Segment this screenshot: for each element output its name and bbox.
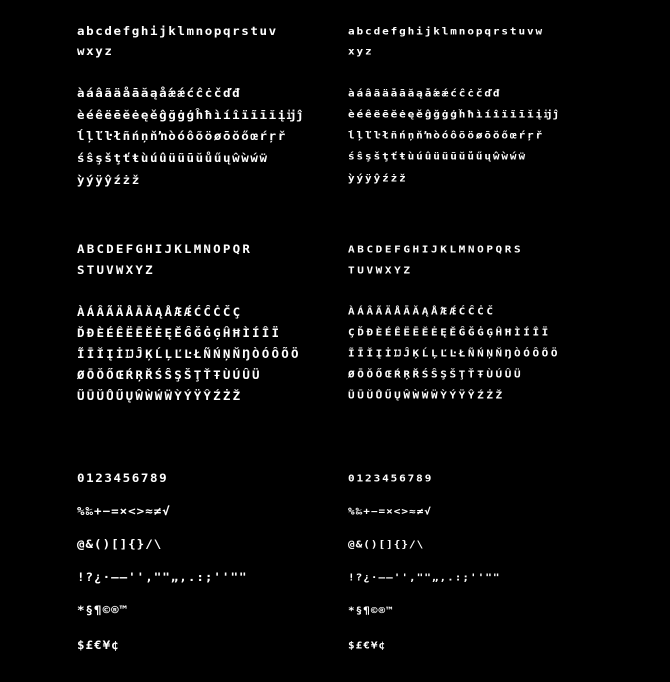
lowercase-row-2: xyz [348, 46, 374, 58]
uppercase-row-1: ABCDEFGHIJKLMNOPQR [77, 242, 253, 256]
uppercase-row-2: STUVWXYZ [77, 263, 155, 277]
lowercase-accented-row-1: àáâãäåāăąǻæǽćĉċčďđ [77, 86, 242, 100]
lowercase-accented-row-2: èéêëēĕėęěĝğġģĥħìíîïĩīĭįĳĵ [348, 109, 562, 121]
brackets-row: @&()[]{}/\ [348, 539, 425, 551]
uppercase-accented-row-1: ÀÁÂÃÄÅĀĂĄǺÆǼĆĈĊČ [348, 306, 496, 318]
signs-row: *§¶©®™ [348, 605, 394, 617]
math-row: %‰+−=×<>≈≠√ [77, 504, 171, 518]
uppercase-accented-row-4: ØŌŎŐŒŔŖŘŚŜŞŠŢŤŦÙÚÛÜ [348, 369, 524, 381]
lowercase-row-1: abcdefghijklmnopqrstuv [77, 24, 278, 38]
figures-row: 0123456789 [348, 473, 434, 485]
math-row: %‰+−=×<>≈≠√ [348, 506, 432, 518]
figures-row: 0123456789 [77, 471, 169, 485]
uppercase-accented-row-2: ĎĐÈÉÊËĒĔĖĘĚĜĞĠĢĤĦÌÍÎÏ [77, 326, 282, 340]
lowercase-accented-row-5: ỳýÿŷźżž [77, 173, 141, 187]
uppercase-row-1: ABCDEFGHIJKLMNOPQRS [348, 244, 524, 256]
lowercase-accented-row-4: śŝşšţťŧùúûüũūŭůűųŵẁẃẅ [77, 151, 269, 165]
extras-row: $£€¥¢ [77, 638, 120, 652]
lowercase-accented-row-3: ĺļľŀłñńņňŉòóôõöøōŏőœŕŗř [77, 129, 287, 143]
uppercase-accented-row-3: ĨĪĬĮİĲĴĶĹĻĽĿŁÑŃŅŇŊÒÓÔÕÖ [77, 347, 301, 361]
extras-row: $£€¥¢ [348, 640, 387, 652]
uppercase-row-2: TUVWXYZ [348, 265, 413, 277]
uppercase-accented-row-3: ĨĪĬĮİĲĴĶĹĻĽĿŁÑŃŅŇŊÒÓÔÕÖ [348, 348, 561, 360]
uppercase-accented-row-1: ÀÁÂÃÄÅĀĂĄǺÆǼĆĈĊČÇ [77, 305, 243, 319]
lowercase-row-1: abcdefghijklmnopqrstuvw [348, 26, 545, 38]
punctuation-row: !?¿·–—''‚""„,.:;''"" [77, 570, 248, 584]
punctuation-row: !?¿·–—''‚""„,.:;''"" [348, 572, 501, 584]
lowercase-accented-row-5: ỳýÿŷźżž [348, 173, 408, 185]
uppercase-accented-row-2: ÇĎĐÈÉÊËĒĔĖĘĚĜĞĠĢĤĦÌÍÎÏ [348, 327, 551, 339]
uppercase-accented-row-4: ØŌŎŐŒŔŖŘŚŜŞŠŢŤŦÙÚÛÜ [77, 368, 262, 382]
lowercase-accented-row-4: śŝşšţťŧùúûüũūŭůűųŵẁẃẅ [348, 151, 527, 163]
lowercase-accented-row-1: àáâãäåāăąǻæǽćĉċčďđ [348, 88, 502, 100]
uppercase-accented-row-5: ŨŪŬŮŰŲŴẀẂẄỲÝŸŶŹŻŽ [348, 390, 505, 402]
lowercase-accented-row-3: ĺļľŀłñńņňŉòóôõöøōŏőœŕŗř [348, 130, 545, 142]
lowercase-row-2: wxyz [77, 44, 114, 58]
brackets-row: @&()[]{}/\ [77, 537, 163, 551]
lowercase-accented-row-2: èéêëēĕėęěĝğġģĥħìíîïĩīĭįĳĵ [77, 108, 306, 122]
uppercase-accented-row-5: ŨŪŬŮŰŲŴẀẂẄỲÝŸŶŹŻŽ [77, 389, 243, 403]
signs-row: *§¶©®™ [77, 603, 129, 617]
